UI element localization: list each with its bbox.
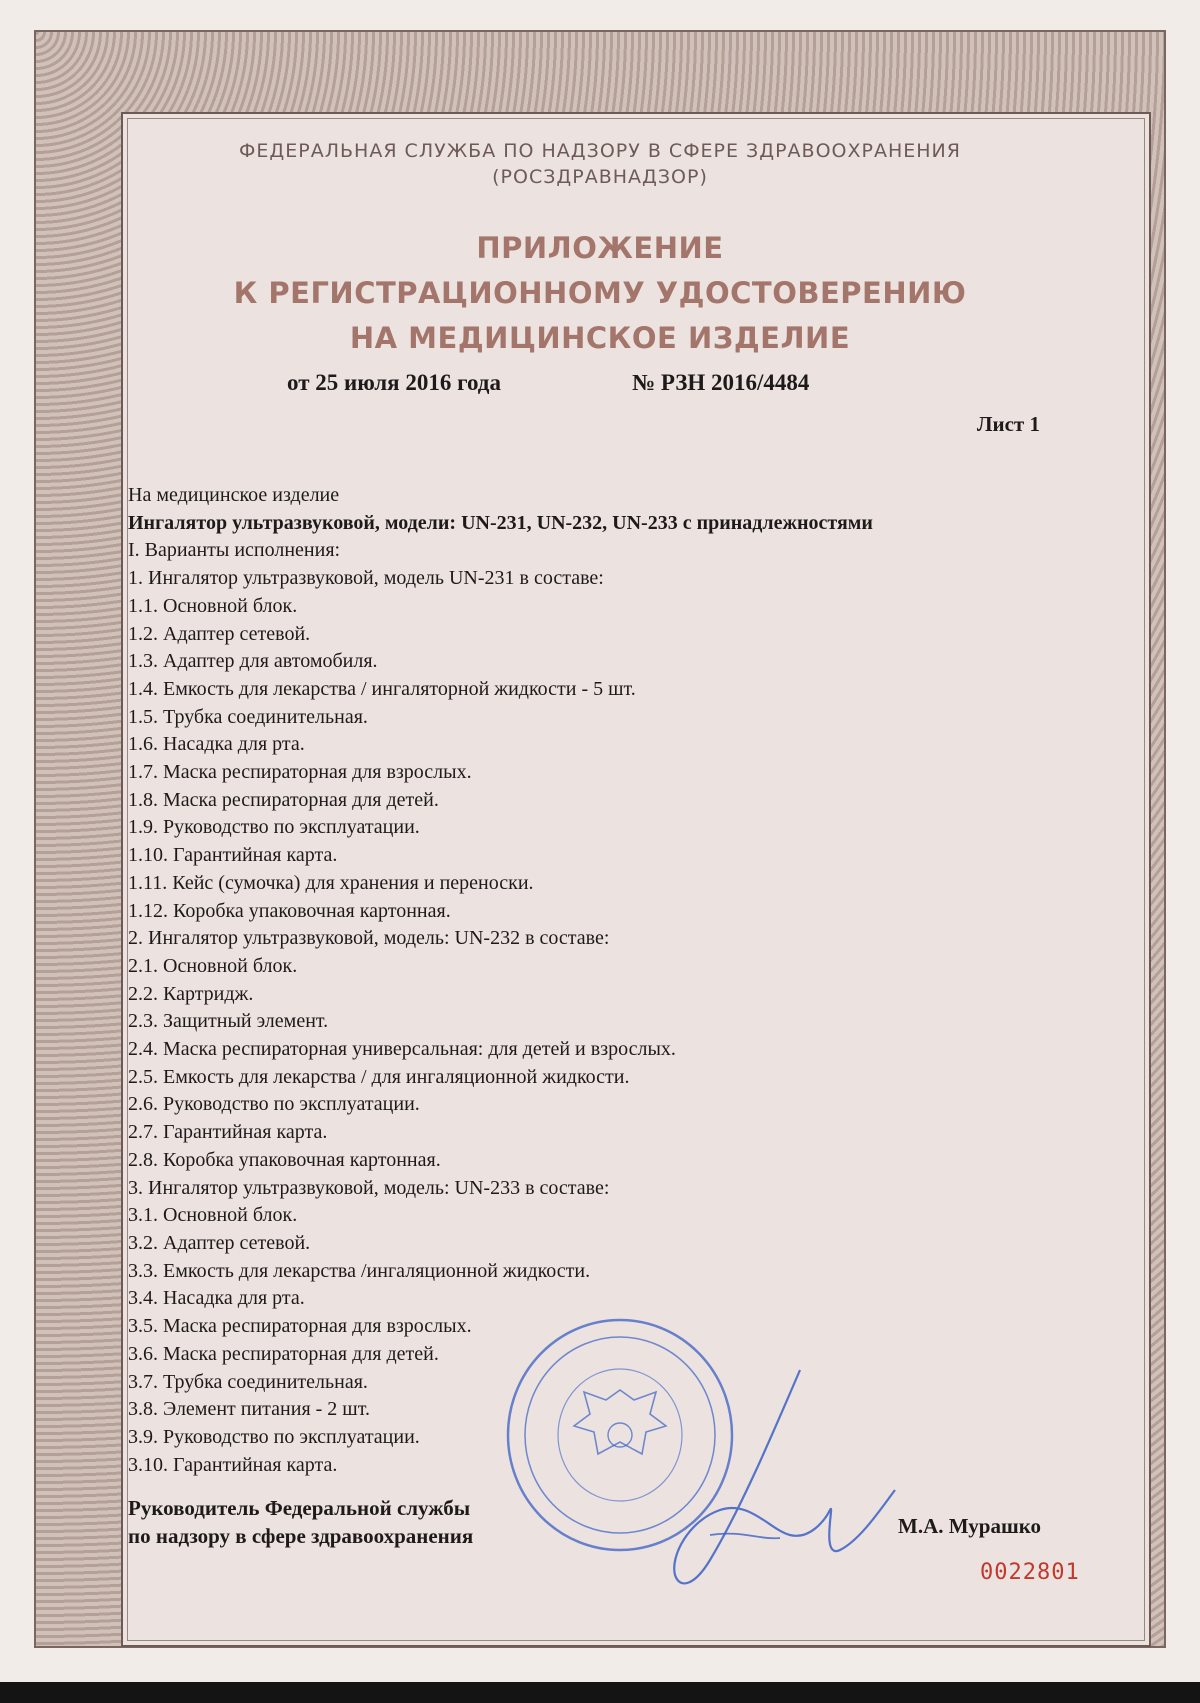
sheet-number: Лист 1: [976, 412, 1040, 436]
component-list-item: 1.10. Гарантийная карта.: [128, 844, 338, 867]
component-list-item: 2.1. Основной блок.: [128, 954, 298, 977]
component-list-item: 1.12. Коробка упаковочная картонная.: [128, 899, 451, 922]
component-list-item: 1.9. Руководство по эксплуатации.: [128, 816, 420, 839]
component-list-item: 2.6. Руководство по эксплуатации.: [128, 1093, 420, 1116]
component-list-item: 3.2. Адаптер сетевой.: [128, 1231, 311, 1254]
position-line1: Руководитель Федеральной службы: [128, 1496, 471, 1520]
component-list-item: 1.4. Емкость для лекарства / ингаляторной жидкости - 5 шт.: [128, 677, 636, 700]
signatory-position: [128, 1494, 473, 1550]
component-list-item: 3.5. Маска респираторная для взрослых.: [128, 1315, 472, 1338]
component-list-item: 3.9. Руководство по эксплуатации.: [128, 1425, 420, 1448]
component-list-item: 1.3. Адаптер для автомобиля.: [128, 650, 378, 673]
registration-number: № РЗН 2016/4484: [632, 370, 810, 395]
component-list: [128, 537, 1048, 1479]
component-list-item: 3.4. Насадка для рта.: [128, 1287, 305, 1310]
serial-number: 0022801: [980, 1560, 1080, 1585]
component-list-item: 2.3. Защитный элемент.: [128, 1010, 329, 1033]
component-list-item: 1. Ингалятор ультразвуковой, модель UN-231 в составе:: [128, 567, 604, 590]
registration-date: от 25 июля 2016 года: [287, 370, 501, 395]
component-list-item: 3.8. Элемент питания - 2 шт.: [128, 1398, 370, 1421]
component-list-item: 1.1. Основной блок.: [128, 594, 298, 617]
component-list-item: 1.6. Насадка для рта.: [128, 733, 305, 756]
component-list-item: 3. Ингалятор ультразвуковой, модель: UN-233 в составе:: [128, 1176, 610, 1199]
document-body: [128, 482, 1048, 1479]
agency-abbreviation: (РОСЗДРАВНАДЗОР): [492, 166, 708, 188]
document-title-line1: ПРИЛОЖЕНИЕ: [476, 231, 724, 265]
component-list-item: 2.8. Коробка упаковочная картонная.: [128, 1148, 441, 1171]
product-name: Ингалятор ультразвуковой, модели: UN-231, UN-232, UN-233 с принадлежностями: [128, 511, 873, 534]
component-list-item: 3.3. Емкость для лекарства /ингаляционной жидкости.: [128, 1259, 591, 1282]
intro-line: На медицинское изделие: [128, 484, 340, 506]
component-list-item: 3.7. Трубка соединительная.: [128, 1370, 368, 1393]
component-list-item: I. Варианты исполнения:: [128, 539, 341, 562]
component-list-item: 3.6. Маска респираторная для детей.: [128, 1342, 439, 1365]
component-list-item: 2.5. Емкость для лекарства / для ингаляционной жидкости.: [128, 1065, 630, 1088]
component-list-item: 2.7. Гарантийная карта.: [128, 1121, 328, 1144]
agency-name: ФЕДЕРАЛЬНАЯ СЛУЖБА ПО НАДЗОРУ В СФЕРЕ ЗДРАВООХРАНЕНИЯ: [239, 140, 961, 162]
position-line2: по надзору в сфере здравоохранения: [128, 1524, 474, 1548]
component-list-item: 2.2. Картридж.: [128, 982, 254, 1005]
scan-edge: [0, 1682, 1200, 1703]
component-list-item: 3.10. Гарантийная карта.: [128, 1453, 338, 1476]
document-title-line2: К РЕГИСТРАЦИОННОМУ УДОСТОВЕРЕНИЮ: [233, 276, 967, 310]
component-list-item: 1.7. Маска респираторная для взрослых.: [128, 761, 472, 784]
component-list-item: 1.2. Адаптер сетевой.: [128, 622, 311, 645]
signer-name: М.А. Мурашко: [898, 1514, 1042, 1538]
component-list-item: 1.11. Кейс (сумочка) для хранения и переноски.: [128, 871, 534, 894]
component-list-item: 1.5. Трубка соединительная.: [128, 705, 368, 728]
component-list-item: 1.8. Маска респираторная для детей.: [128, 788, 439, 811]
document-title-line3: НА МЕДИЦИНСКОЕ ИЗДЕЛИЕ: [349, 321, 851, 355]
component-list-item: 3.1. Основной блок.: [128, 1204, 298, 1227]
component-list-item: 2.4. Маска респираторная универсальная: для детей и взрослых.: [128, 1038, 676, 1061]
component-list-item: 2. Ингалятор ультразвуковой, модель: UN-232 в составе:: [128, 927, 610, 950]
